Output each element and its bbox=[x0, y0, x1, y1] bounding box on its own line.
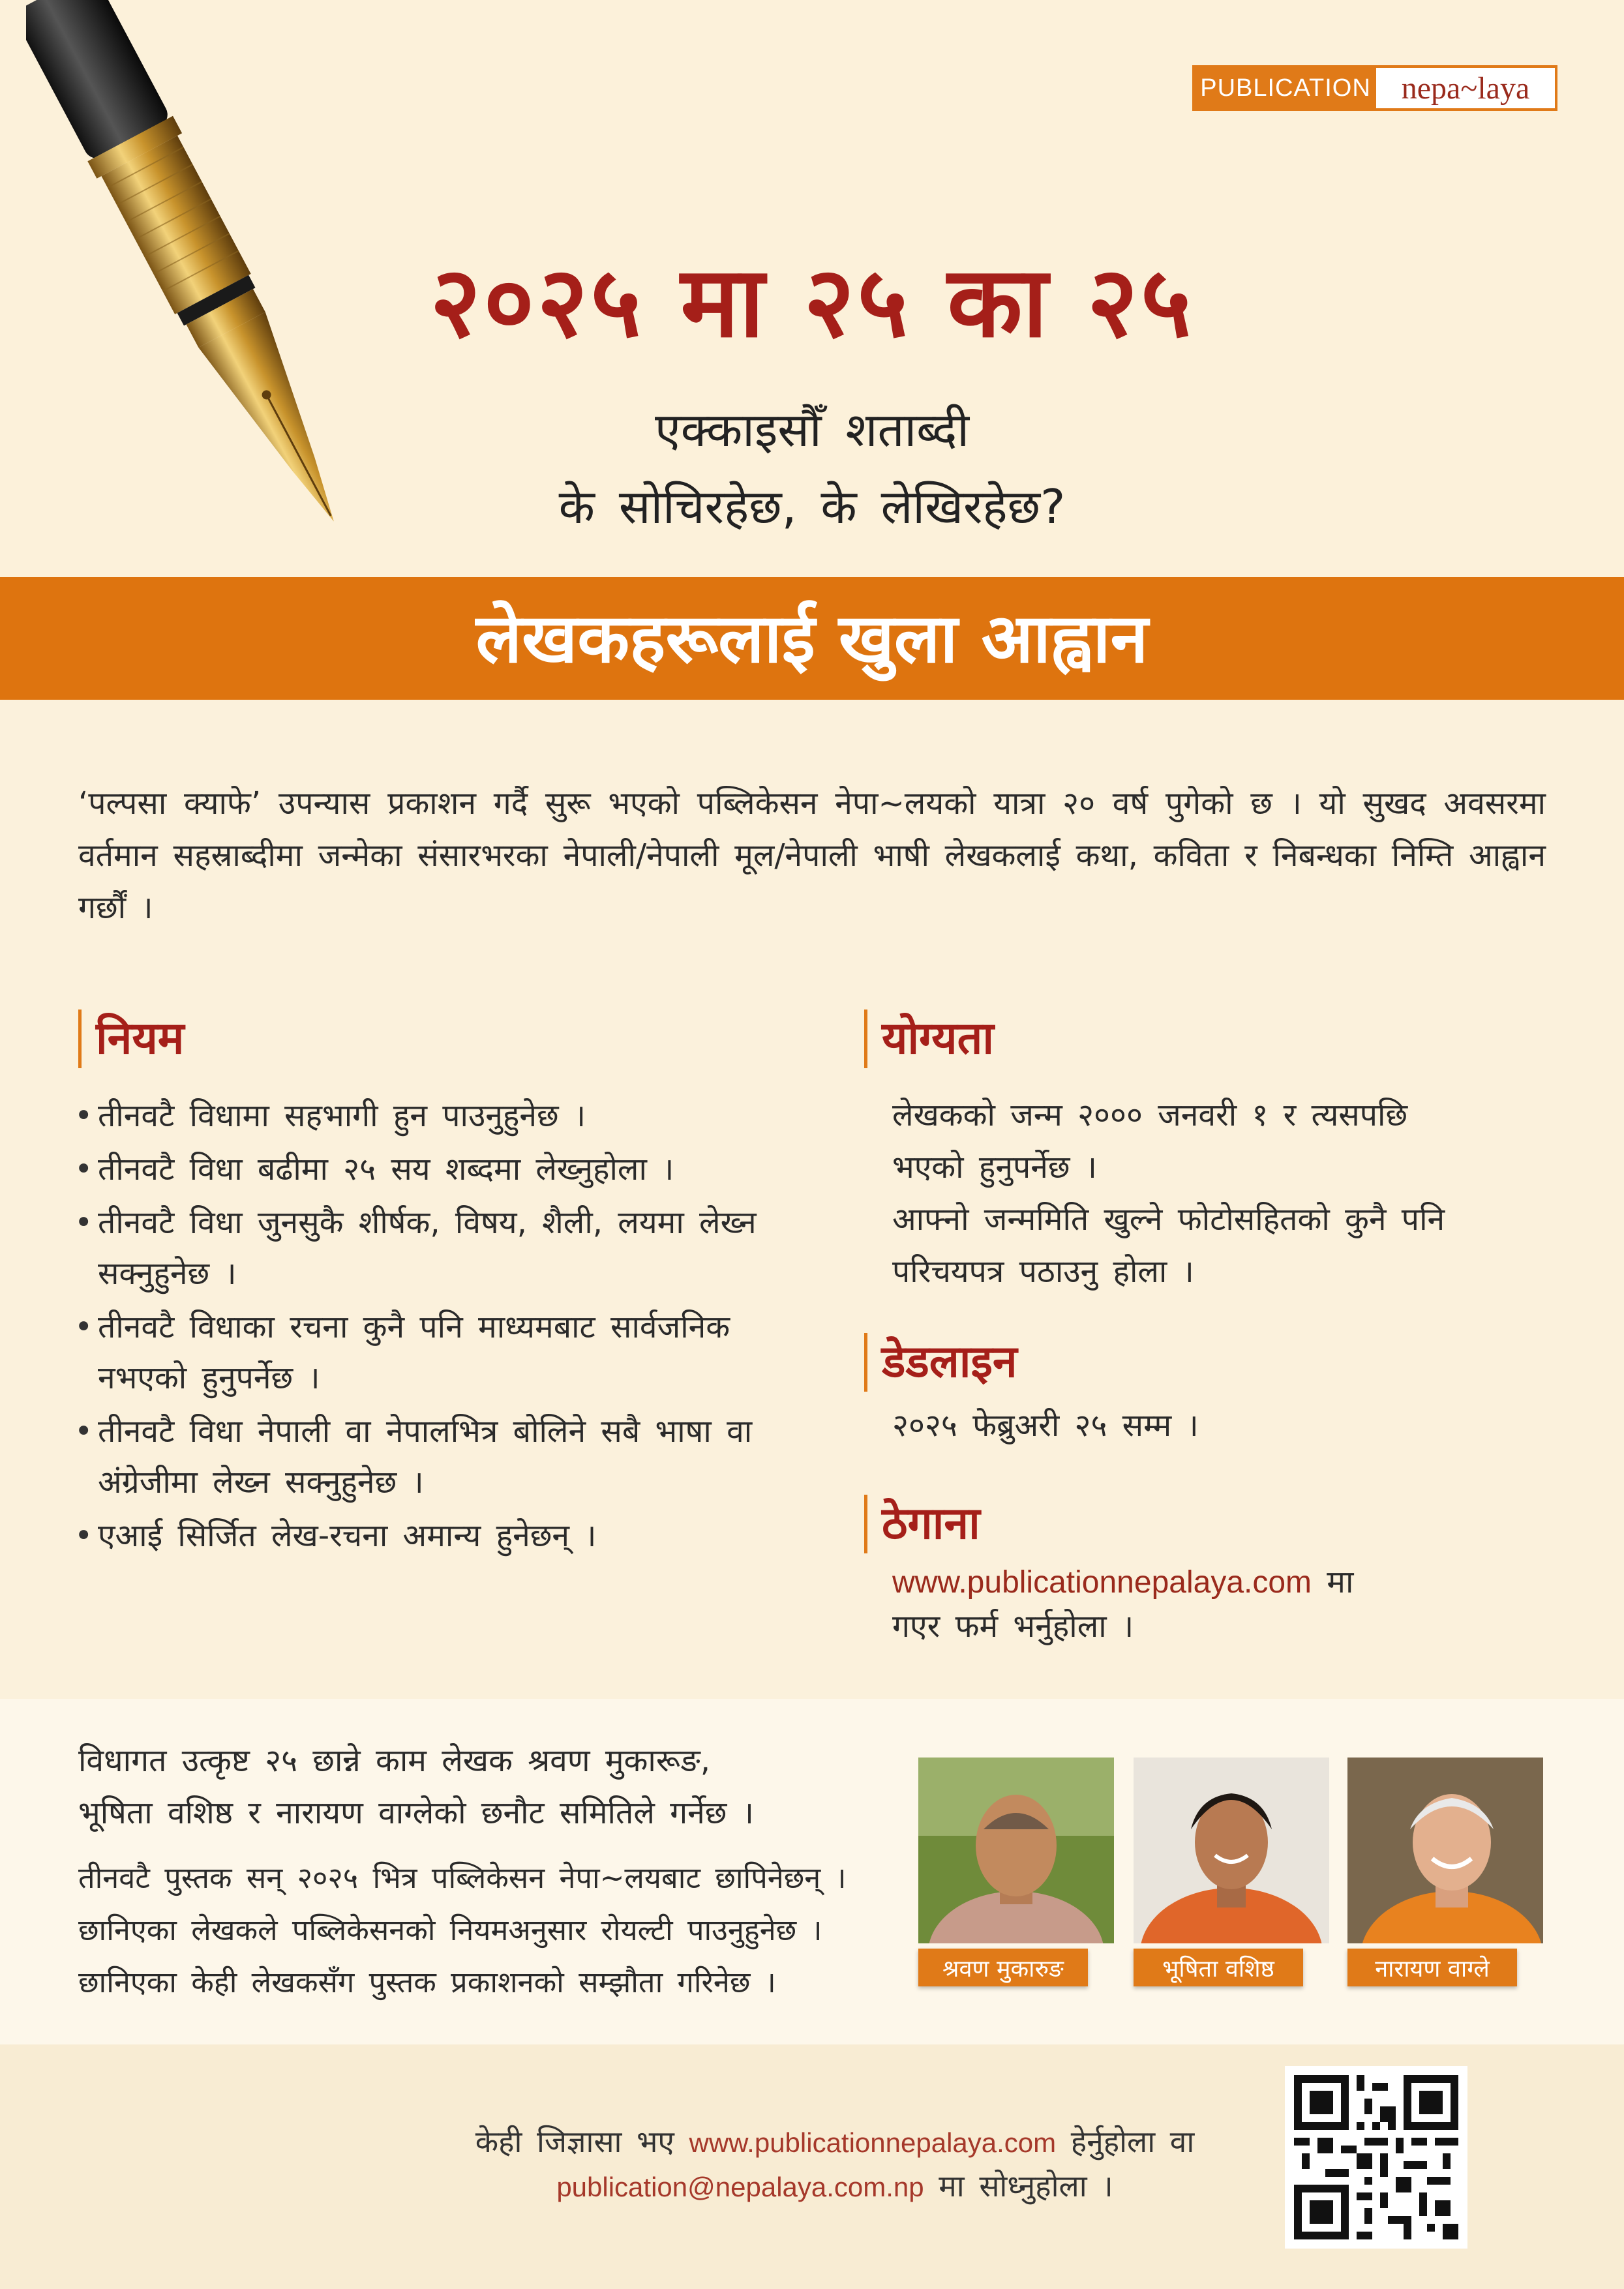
rule-item: • तीनवटै विधा जुनसुकै शीर्षक, विषय, शैली, लयमा लेख्न सक्नुहुनेछ । bbox=[73, 1197, 823, 1299]
eligibility-line-1a: लेखकको जन्म २००० जनवरी १ र त्यसपछि bbox=[892, 1097, 1408, 1133]
eligibility-line-2b: परिचयपत्र पठाउनु होला । bbox=[892, 1253, 1194, 1290]
eligibility-line-1b: भएको हुनुपर्नेछ । bbox=[892, 1149, 1097, 1186]
committee-line-2: भूषिता वशिष्ठ र नारायण वाग्लेको छनौट समितिले गर्नेछ । bbox=[78, 1795, 754, 1831]
publication-label: PUBLICATION bbox=[1195, 68, 1376, 108]
rule-item: • तीनवटै विधामा सहभागी हुन पाउनुहुनेछ । bbox=[73, 1090, 823, 1141]
rule-item: • तीनवटै विधाका रचना कुनै पनि माध्यमबाट सार्वजनिक नभएको हुनुपर्नेछ । bbox=[73, 1302, 823, 1403]
committee-line-1: विधागत उत्कृष्ट २५ छान्ने काम लेखक श्रवण मुकारूङ, bbox=[78, 1743, 710, 1779]
nepalaya-brand: nepa~laya bbox=[1376, 68, 1555, 108]
eligibility-heading: योग्यता bbox=[864, 1010, 994, 1068]
footer-line-2 bbox=[430, 2165, 1239, 2206]
rule-item: • तीनवटै विधा नेपाली वा नेपालभित्र बोलिने सबै भाषा वा अंग्रेजीमा लेख्न सक्नुहुनेछ । bbox=[73, 1406, 823, 1508]
publishing-line-2: छानिएका लेखकले पब्लिकेसनको नियमअनुसार रोयल्टी पाउनुहुनेछ । bbox=[78, 1913, 822, 1947]
publishing-line-1: तीनवटै पुस्तक सन् २०२५ भित्र पब्लिकेसन नेपा~लयबाट छापिनेछन् । bbox=[78, 1861, 847, 1895]
eligibility-line-2a: आफ्नो जन्ममिति खुल्ने फोटोसहितको कुनै पनि bbox=[892, 1201, 1445, 1238]
judge-name-narayan: नारायण वाग्ले bbox=[1347, 1949, 1517, 1986]
rule-item: • तीनवटै विधा बढीमा २५ सय शब्दमा लेख्नुहोला । bbox=[73, 1144, 823, 1195]
open-call-title: लेखकहरूलाई खुला आह्वान bbox=[475, 599, 1149, 678]
deadline-heading: डेडलाइन bbox=[864, 1333, 1017, 1392]
rules-list bbox=[73, 1090, 823, 1564]
qr-code[interactable] bbox=[1285, 2066, 1467, 2249]
deadline-text: २०२५ फेब्रुअरी २५ सम्म । bbox=[892, 1407, 1199, 1444]
subtitle-line-1: एक्काइसौँ शताब्दी bbox=[654, 402, 970, 457]
qr-code-icon bbox=[1294, 2075, 1458, 2239]
address-heading: ठेगाना bbox=[864, 1495, 980, 1553]
page-title: २०२५ मा २५ का २५ bbox=[430, 246, 1194, 359]
subtitle-line-2: के सोचिरहेछ, के लेखिरहेछ? bbox=[558, 479, 1066, 534]
website-link[interactable]: www.publicationnepalaya.com bbox=[892, 1565, 1312, 1600]
footer-post-text: मा सोध्नुहोला । bbox=[939, 2168, 1113, 2204]
footer-website-link[interactable]: www.publicationnepalaya.com bbox=[689, 2127, 1057, 2158]
judge-photo-bhushita bbox=[1134, 1758, 1329, 1943]
judge-photo-narayan bbox=[1347, 1758, 1543, 1943]
footer-line-1 bbox=[430, 2121, 1239, 2161]
intro-paragraph: ‘पल्पसा क्याफे’ उपन्यास प्रकाशन गर्दै सुरू भएको पब्लिकेसन नेपा~लयको यात्रा २० वर्ष पुगेको छ । यो सुखद अवसरमा वर्तमान सहस्राब्दीमा जन्मेका संसारभरका नेपाली/नेपाली मूल/नेपाली भाषी लेखकलाई कथा, कविता र निबन्धका निम्ति आह्वान गर्छौं । bbox=[78, 785, 1546, 926]
address-line-2: गएर फर्म भर्नुहोला । bbox=[892, 1608, 1134, 1645]
footer-pre-text: केही जिज्ञासा भए bbox=[475, 2124, 674, 2159]
rules-heading: नियम bbox=[78, 1010, 184, 1068]
address-suffix: मा bbox=[1327, 1564, 1354, 1600]
footer-email-link[interactable]: publication@nepalaya.com.np bbox=[556, 2172, 924, 2202]
judge-name-shrawan: श्रवण मुकारुङ bbox=[918, 1949, 1088, 1986]
judge-photo-shrawan bbox=[918, 1758, 1114, 1943]
publication-nepalaya-logo bbox=[1192, 65, 1557, 111]
publishing-line-3: छानिएका केही लेखकसँग पुस्तक प्रकाशनको सम्झौता गरिनेछ । bbox=[78, 1965, 776, 1999]
judge-name-bhushita: भूषिता वशिष्ठ bbox=[1134, 1949, 1303, 1986]
rule-item: • एआई सिर्जित लेख-रचना अमान्य हुनेछन् । bbox=[73, 1510, 823, 1561]
footer-mid-text: हेर्नुहोला वा bbox=[1070, 2124, 1195, 2159]
